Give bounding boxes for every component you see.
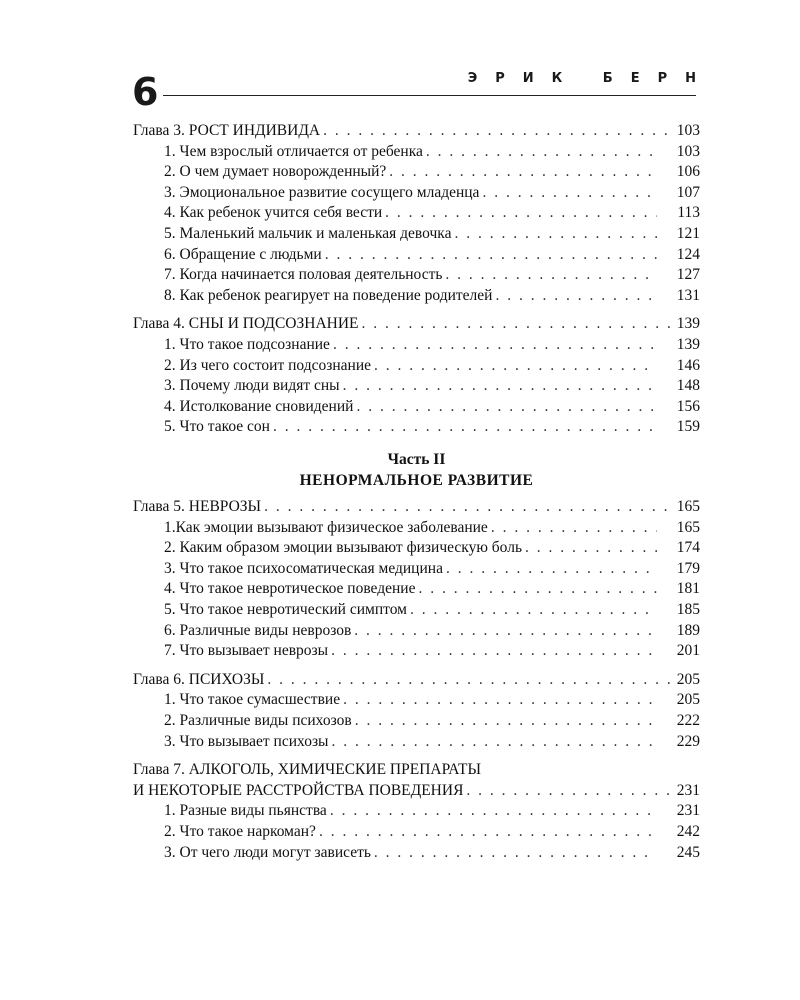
chapter-page: 139 — [676, 315, 700, 333]
item-title: 4. Что такое невротическое поведение — [164, 580, 416, 598]
item-title: 1. Что такое подсознание — [164, 335, 330, 353]
item-page: 124 — [676, 245, 700, 263]
item-title: 1. Разные виды пьянства — [164, 802, 327, 820]
dot-leader — [355, 711, 657, 732]
chapter-page: 165 — [676, 498, 700, 516]
toc-item[interactable] — [133, 641, 700, 662]
item-page: 156 — [676, 397, 700, 415]
dot-leader — [323, 121, 671, 142]
dot-leader — [267, 670, 671, 691]
item-title: 8. Как ребенок реагирует на поведение родителей — [164, 286, 493, 304]
dot-leader — [525, 538, 657, 559]
dot-leader — [374, 356, 657, 377]
toc-item[interactable] — [133, 801, 700, 822]
part-label: Часть II — [387, 450, 446, 468]
dot-leader — [374, 843, 657, 864]
toc-item[interactable] — [133, 356, 700, 377]
item-page: 222 — [676, 712, 700, 730]
chapter-page: 231 — [676, 781, 700, 799]
item-title: 2. Из чего состоит подсознание — [164, 356, 372, 374]
item-title: 7. Когда начинается половая деятельность — [164, 266, 443, 284]
item-page: 242 — [676, 823, 700, 840]
toc-chapter-3[interactable] — [133, 121, 700, 142]
chapter-title: Глава 3. РОСТ ИНДИВИДА — [133, 122, 321, 139]
dot-leader — [482, 183, 657, 204]
chapter-page: 205 — [676, 670, 700, 688]
toc-item[interactable] — [133, 559, 700, 580]
item-title: 5. Что такое невротический симптом — [164, 601, 407, 619]
toc-chapter-6[interactable] — [133, 670, 700, 691]
table-of-contents — [133, 121, 700, 863]
toc-item[interactable] — [133, 265, 700, 286]
item-title: 7. Что вызывает неврозы — [164, 642, 329, 660]
item-title: 1. Что такое сумасшествие — [164, 691, 341, 709]
dot-leader — [325, 245, 657, 266]
item-title: 2. О чем думает новорожденный? — [164, 163, 387, 181]
dot-leader — [410, 600, 657, 621]
toc-item[interactable] — [133, 245, 700, 266]
item-title: 1.Как эмоции вызывают физическое заболевание — [164, 518, 488, 536]
dot-leader — [418, 579, 657, 600]
toc-item[interactable] — [133, 843, 700, 864]
page-number: 6 — [132, 70, 159, 114]
chapter-title: И НЕКОТОРЫЕ РАССТРОЙСТВА ПОВЕДЕНИЯ — [133, 781, 464, 799]
chapter-title: Глава 5. НЕВРОЗЫ — [133, 498, 262, 516]
dot-leader — [445, 265, 657, 286]
item-page: 106 — [676, 163, 700, 181]
header-rule — [163, 95, 696, 96]
part-title: НЕНОРМАЛЬНОЕ РАЗВИТИЕ — [299, 471, 534, 489]
item-page: 113 — [677, 204, 700, 222]
dot-leader — [333, 335, 657, 356]
item-title: 2. Каким образом эмоции вызывают физическую боль — [164, 539, 523, 557]
dot-leader — [466, 781, 671, 802]
item-page: 201 — [676, 642, 700, 660]
item-title: 6. Различные виды неврозов — [164, 621, 352, 639]
item-title: 4. Как ребенок учится себя вести — [164, 204, 383, 222]
item-title: 5. Что такое сон — [164, 418, 270, 436]
toc-item[interactable] — [133, 224, 700, 245]
toc-item[interactable] — [133, 600, 700, 621]
dot-leader — [356, 397, 657, 418]
dot-leader — [385, 203, 657, 224]
dot-leader — [495, 286, 657, 307]
toc-item[interactable] — [133, 203, 700, 224]
item-page: 205 — [676, 691, 700, 709]
item-page: 131 — [676, 286, 700, 304]
toc-item[interactable] — [133, 417, 700, 438]
item-page: 174 — [676, 539, 700, 557]
toc-item[interactable] — [133, 732, 700, 753]
toc-item[interactable] — [133, 711, 700, 732]
toc-item[interactable] — [133, 621, 700, 642]
toc-item[interactable] — [133, 335, 700, 356]
item-page: 121 — [676, 224, 700, 242]
item-page: 231 — [676, 802, 700, 820]
item-page: 185 — [676, 601, 700, 619]
item-page: 165 — [676, 518, 700, 536]
item-page: 179 — [676, 559, 700, 577]
item-page: 146 — [676, 356, 700, 374]
item-title: 1. Чем взрослый отличается от ребенка — [164, 142, 423, 160]
toc-item[interactable] — [133, 183, 700, 204]
dot-leader — [331, 732, 657, 753]
item-page: 148 — [676, 377, 700, 395]
dot-leader — [319, 822, 657, 843]
dot-leader — [331, 641, 657, 662]
item-title: 3. Эмоциональное развитие сосущего младенца — [164, 183, 480, 201]
dot-leader — [330, 801, 657, 822]
toc-item[interactable] — [133, 376, 700, 397]
dot-leader — [491, 518, 657, 539]
toc-item[interactable] — [133, 690, 700, 711]
toc-item[interactable] — [133, 579, 700, 600]
dot-leader — [362, 314, 672, 335]
item-title: 3. От чего люди могут зависеть — [164, 843, 371, 861]
item-page: 139 — [676, 335, 700, 353]
toc-chapter-7-line2[interactable] — [133, 781, 700, 802]
item-title: 4. Истолкование сновидений — [164, 397, 354, 415]
chapter-page: 103 — [676, 122, 700, 139]
item-page: 245 — [676, 843, 700, 861]
dot-leader — [389, 162, 657, 183]
item-title: 6. Обращение с людьми — [164, 245, 322, 263]
chapter-title: Глава 4. СНЫ И ПОДСОЗНАНИЕ — [133, 315, 359, 333]
item-page: 181 — [676, 580, 700, 598]
dot-leader — [273, 417, 657, 438]
dot-leader — [454, 224, 657, 245]
toc-chapter-4[interactable] — [133, 314, 700, 335]
item-title: 5. Маленький мальчик и маленькая девочка — [164, 224, 452, 242]
toc-chapter-5[interactable] — [133, 497, 700, 518]
item-title: 3. Что вызывает психозы — [164, 732, 329, 750]
running-header-author: ЭРИК БЕРН — [467, 71, 714, 86]
item-page: 103 — [676, 142, 700, 160]
dot-leader — [264, 497, 671, 518]
item-title: 3. Почему люди видят сны — [164, 377, 340, 395]
toc-item[interactable] — [133, 397, 700, 418]
toc-chapter-7-line1[interactable] — [133, 760, 700, 781]
dot-leader — [343, 376, 657, 397]
dot-leader — [446, 559, 657, 580]
chapter-title: Глава 6. ПСИХОЗЫ — [133, 670, 265, 688]
dot-leader — [354, 621, 657, 642]
item-page: 189 — [676, 621, 700, 639]
toc-item[interactable] — [133, 162, 700, 183]
item-page: 127 — [676, 266, 700, 284]
chapter-title: Глава 7. АЛКОГОЛЬ, ХИМИЧЕСКИЕ ПРЕПАРАТЫ — [133, 761, 482, 779]
item-page: 229 — [676, 732, 700, 750]
dot-leader — [343, 690, 657, 711]
toc-item[interactable] — [133, 538, 700, 559]
item-page: 159 — [676, 418, 700, 436]
toc-item[interactable] — [133, 286, 700, 307]
item-page: 107 — [676, 183, 700, 201]
toc-item[interactable] — [133, 822, 700, 843]
dot-leader — [426, 142, 657, 163]
item-title: 2. Различные виды психозов — [164, 712, 352, 730]
item-title: 2. Что такое наркоман? — [164, 823, 316, 840]
toc-item[interactable] — [133, 518, 700, 539]
toc-item[interactable] — [133, 142, 700, 163]
item-title: 3. Что такое психосоматическая медицина — [164, 559, 443, 577]
